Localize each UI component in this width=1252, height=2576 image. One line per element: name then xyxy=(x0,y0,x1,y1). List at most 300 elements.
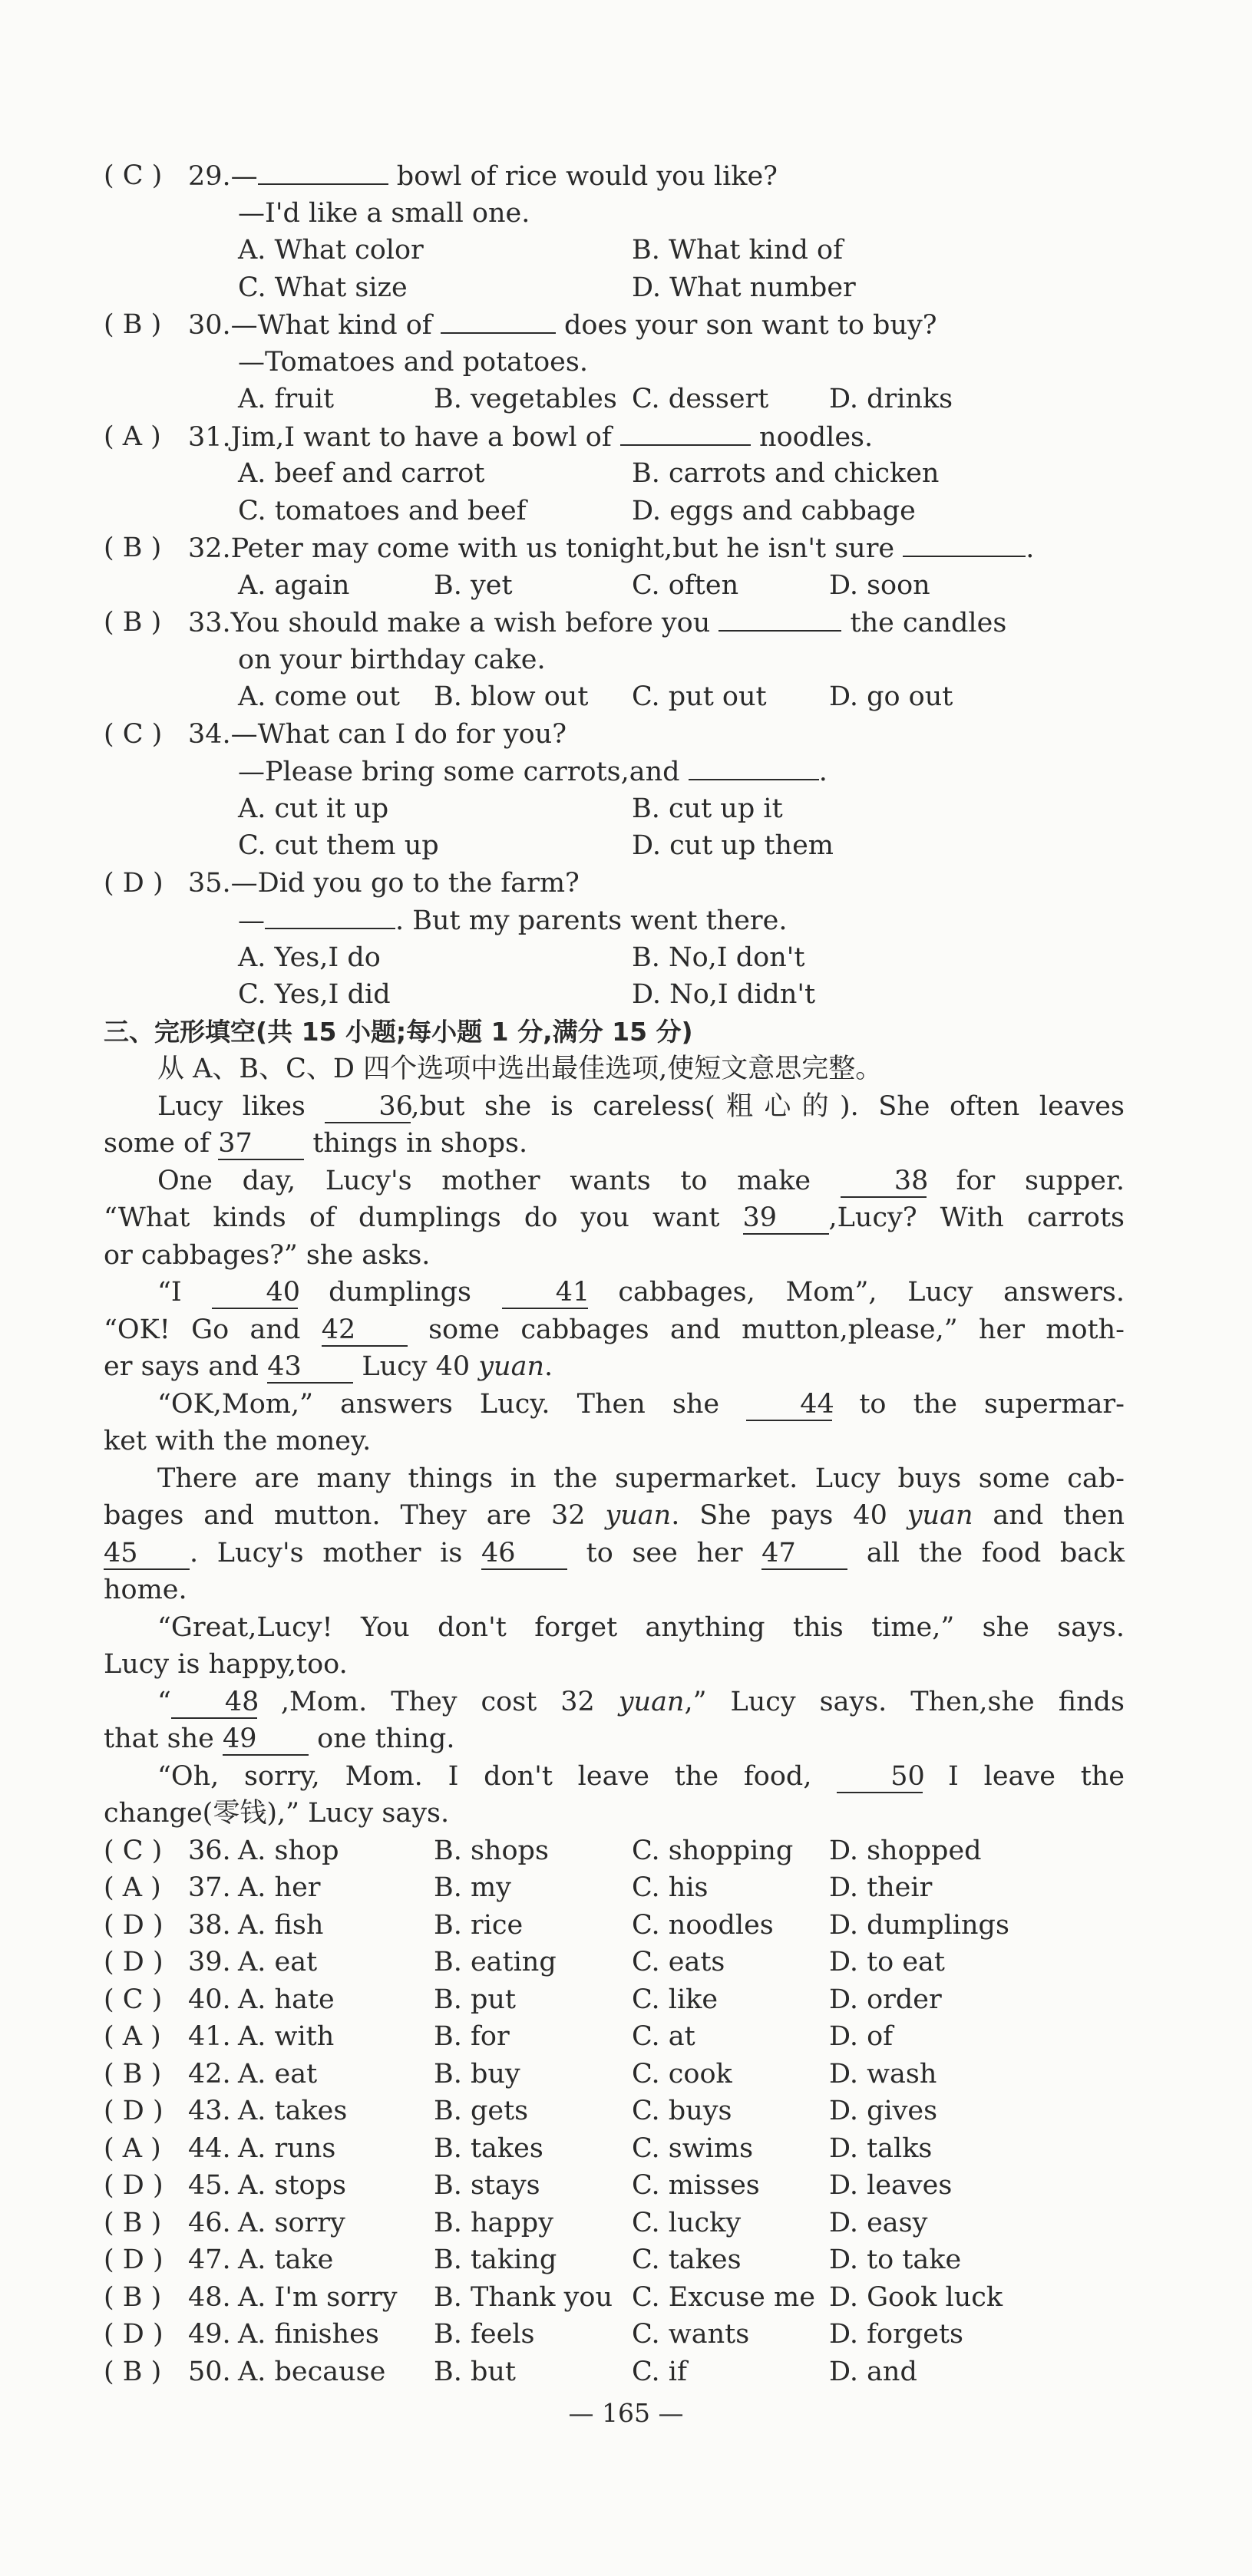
text-line xyxy=(104,195,1125,233)
answer-key: ( D ) xyxy=(104,1909,164,1941)
option: C. What size xyxy=(238,272,408,303)
option: C. takes xyxy=(632,2245,742,2275)
answer-key: ( A ) xyxy=(104,2021,161,2052)
passage-text: One day, Lucy's mother wants to make xyxy=(157,1165,841,1196)
question-number: 40. xyxy=(188,1984,231,2015)
option: A. eat xyxy=(238,1947,318,1977)
passage-text: There are many things in the supermarket. Lucy buys some cab- xyxy=(157,1463,1125,1494)
option: B. cut up it xyxy=(632,793,783,824)
option: A. eat xyxy=(238,2058,318,2089)
stem-text: You should make a wish before you xyxy=(230,608,719,638)
passage-line xyxy=(104,1348,1125,1386)
text-line xyxy=(104,1609,1125,1647)
option: B. takes xyxy=(434,2132,543,2164)
question-number: 44. xyxy=(188,2132,231,2164)
numbered-blank: 39 xyxy=(743,1202,829,1235)
option: D. leaves xyxy=(829,2170,953,2201)
text-line xyxy=(104,642,1125,679)
option: A. I'm sorry xyxy=(238,2281,398,2313)
option: D. their xyxy=(829,1872,933,1903)
option: D. cut up them xyxy=(632,830,834,861)
passage-text: ,but she is careless(粗心的). She often leaves xyxy=(411,1090,1125,1122)
option: A. come out xyxy=(238,681,400,712)
passage-text: ,Lucy? With carrots xyxy=(828,1202,1125,1233)
text-line xyxy=(104,1684,1125,1721)
passage-text: some of xyxy=(104,1128,219,1159)
text-line xyxy=(104,790,1125,828)
text-line xyxy=(104,1014,1125,1051)
passage-text: Lucy 40 xyxy=(353,1351,479,1382)
option: C. lucky xyxy=(632,2207,742,2238)
cloze-option-row xyxy=(104,2241,1125,2279)
text-line xyxy=(104,455,1125,493)
answer-key: ( B ) xyxy=(104,533,162,563)
passage-text: cabbages, Mom”, Lucy answers. xyxy=(587,1277,1125,1308)
passage-text: . She pays 40 xyxy=(671,1500,907,1531)
cloze-option-row xyxy=(104,1832,1125,1870)
question-stem xyxy=(188,604,1006,642)
option: A. fish xyxy=(238,1909,324,1941)
text-line xyxy=(104,1758,1125,1796)
numbered-blank: 47 xyxy=(761,1538,847,1570)
passage-text: “I xyxy=(157,1277,213,1308)
answer-key: ( C ) xyxy=(104,1835,163,1866)
option: C. cut them up xyxy=(238,830,439,861)
question-stem xyxy=(188,157,778,196)
question-number: 50. xyxy=(188,2356,231,2387)
numbered-blank: 41 xyxy=(502,1277,588,1309)
cloze-option-row xyxy=(104,1944,1125,1981)
stem-text: . xyxy=(1026,533,1035,564)
passage-text: bages and mutton. They are 32 xyxy=(104,1500,606,1531)
passage-text: ket with the money. xyxy=(104,1426,372,1456)
option: B. blow out xyxy=(434,681,589,712)
passage-line xyxy=(104,1720,1125,1758)
numbered-blank: 50 xyxy=(837,1761,923,1793)
option: B. What kind of xyxy=(632,235,844,266)
passage-text: and then xyxy=(973,1500,1125,1531)
text-line xyxy=(104,1423,1125,1460)
answer-blank xyxy=(689,753,819,780)
passage-text: to the supermar- xyxy=(832,1388,1125,1420)
numbered-blank: 43 xyxy=(267,1351,353,1384)
passage-text: I leave the xyxy=(923,1760,1125,1792)
option: B. for xyxy=(434,2021,510,2052)
passage-line xyxy=(104,1572,1125,1609)
question-number: 35. xyxy=(188,867,231,899)
passage-text: or cabbages?” she asks. xyxy=(104,1239,431,1271)
text-line xyxy=(104,1535,1125,1572)
cloze-option-row xyxy=(104,1907,1125,1944)
question-number: 32. xyxy=(188,533,231,564)
numbered-blank: 44 xyxy=(746,1389,832,1421)
option: C. wants xyxy=(632,2319,750,2350)
question-stem xyxy=(188,529,1034,568)
stem-text: the candles xyxy=(841,608,1007,638)
text-line xyxy=(104,1088,1125,1126)
option: B. stays xyxy=(434,2170,540,2201)
text-line xyxy=(104,1163,1125,1200)
stem-text: — xyxy=(238,905,265,936)
option: A. stops xyxy=(238,2170,346,2201)
question-number: 34. xyxy=(188,718,231,750)
answer-key: ( C ) xyxy=(104,718,163,750)
question-stem xyxy=(188,865,580,902)
question-continuation: on your birthday cake. xyxy=(238,644,546,675)
cloze-option-row xyxy=(104,2279,1125,2317)
numbered-blank: 46 xyxy=(481,1538,567,1570)
passage-line xyxy=(104,1684,1125,1721)
passage-text: ,” Lucy says. Then,she finds xyxy=(684,1686,1125,1717)
text-line xyxy=(104,1497,1125,1535)
page-content xyxy=(104,157,1125,2390)
option: B. yet xyxy=(434,569,513,601)
option: D. talks xyxy=(829,2132,933,2164)
answer-key: ( A ) xyxy=(104,2132,161,2164)
option: C. if xyxy=(632,2356,687,2387)
option: D. and xyxy=(829,2356,917,2387)
stem-text: —Did you go to the farm? xyxy=(230,867,580,899)
passage-text: ,Mom. They cost 32 xyxy=(256,1686,619,1717)
answer-blank xyxy=(258,157,388,185)
option: A. runs xyxy=(238,2132,336,2164)
option: A. Yes,I do xyxy=(238,942,381,973)
passage-text: Lucy likes xyxy=(157,1090,325,1122)
text-line xyxy=(104,1348,1125,1386)
option: C. his xyxy=(632,1872,709,1903)
option: B. taking xyxy=(434,2245,557,2275)
passage-text: all the food back xyxy=(847,1537,1125,1568)
text-line xyxy=(104,939,1125,977)
option: C. eats xyxy=(632,1947,725,1977)
answer-blank xyxy=(718,604,841,632)
page-number: — 165 — xyxy=(568,2398,684,2428)
passage-text: one thing. xyxy=(309,1723,455,1754)
cloze-option-row xyxy=(104,2353,1125,2391)
option: C. Yes,I did xyxy=(238,979,391,1010)
stem-text: Jim,I want to have a bowl of xyxy=(230,421,620,453)
question-continuation xyxy=(238,753,828,791)
cloze-option-row xyxy=(104,2205,1125,2242)
option: D. No,I didn't xyxy=(632,979,816,1010)
text-line xyxy=(104,1311,1125,1349)
question-number: 48. xyxy=(188,2281,231,2313)
option: C. tomatoes and beef xyxy=(238,495,527,526)
answer-key: ( B ) xyxy=(104,2281,162,2313)
question-number: 45. xyxy=(188,2170,231,2201)
answer-key: ( B ) xyxy=(104,2058,162,2089)
passage-line xyxy=(104,1311,1125,1349)
passage-text: to see her xyxy=(567,1537,762,1568)
passage-text: “Oh, sorry, Mom. I don't leave the food, xyxy=(157,1760,837,1792)
answer-key: ( C ) xyxy=(104,1984,163,2015)
option: D. order xyxy=(829,1984,942,2015)
stem-text: does your son want to buy? xyxy=(555,310,937,341)
answer-key: ( A ) xyxy=(104,1872,161,1903)
option: A. finishes xyxy=(238,2319,379,2350)
stem-text: noodles. xyxy=(750,421,874,453)
passage-line xyxy=(104,1795,1125,1832)
answer-blank xyxy=(441,306,556,334)
option: B. gets xyxy=(434,2096,529,2126)
text-line xyxy=(104,232,1125,269)
option: D. soon xyxy=(829,569,930,601)
question-number: 33. xyxy=(188,608,231,638)
cloze-option-row xyxy=(104,1981,1125,2019)
passage-text: some cabbages and mutton,please,” her moth- xyxy=(407,1314,1125,1345)
passage-line xyxy=(104,1274,1125,1311)
question-number: 47. xyxy=(188,2245,231,2275)
option: D. wash xyxy=(829,2058,937,2089)
text-line xyxy=(104,865,1125,902)
option: B. No,I don't xyxy=(632,942,805,973)
passage-line xyxy=(104,1609,1125,1647)
passage-text: change(零钱),” Lucy says. xyxy=(104,1798,450,1829)
option: D. to take xyxy=(829,2245,962,2275)
question-stem xyxy=(188,716,567,754)
option: B. buy xyxy=(434,2058,520,2089)
answer-key: ( B ) xyxy=(104,309,162,340)
passage-line xyxy=(104,1237,1125,1275)
numbered-blank: 48 xyxy=(171,1687,257,1719)
passage-line xyxy=(104,1535,1125,1572)
option: C. put out xyxy=(632,681,767,712)
text-line xyxy=(104,157,1125,195)
option: D. gives xyxy=(829,2096,938,2126)
option: A. hate xyxy=(238,1984,335,2015)
option: B. put xyxy=(434,1984,516,2015)
answer-key: ( B ) xyxy=(104,607,162,638)
text-line xyxy=(104,567,1125,605)
stem-text: Peter may come with us tonight,but he isn't sure xyxy=(230,533,903,564)
text-line xyxy=(104,418,1125,456)
cloze-option-row xyxy=(104,2316,1125,2353)
question-number: 30. xyxy=(188,310,231,341)
option: A. sorry xyxy=(238,2207,345,2238)
passage-text: things in shops. xyxy=(304,1128,528,1159)
option: A. take xyxy=(238,2245,334,2275)
italic-word: yuan xyxy=(605,1500,672,1531)
question-number: 31. xyxy=(188,421,231,453)
text-line xyxy=(104,1646,1125,1684)
passage-line xyxy=(104,1386,1125,1423)
option: B. eating xyxy=(434,1947,557,1977)
stem-text: — xyxy=(230,161,258,192)
question-number: 42. xyxy=(188,2058,231,2089)
option: C. misses xyxy=(632,2170,760,2201)
numbered-blank: 36 xyxy=(325,1091,411,1123)
option: C. noodles xyxy=(632,1909,774,1941)
option: C. swims xyxy=(632,2132,754,2164)
passage-line xyxy=(104,1199,1125,1237)
italic-word: yuan xyxy=(907,1500,973,1531)
text-line xyxy=(104,529,1125,567)
option: B. vegetables xyxy=(434,384,617,414)
numbered-blank: 45 xyxy=(104,1538,190,1570)
text-line xyxy=(104,604,1125,642)
text-line xyxy=(104,716,1125,754)
passage-line xyxy=(104,1460,1125,1498)
passage-text: “ xyxy=(157,1686,171,1717)
stem-text: —What can I do for you? xyxy=(230,718,567,750)
passage-line xyxy=(104,1088,1125,1126)
text-line xyxy=(104,1274,1125,1311)
option: B. feels xyxy=(434,2319,535,2350)
option: C. cook xyxy=(632,2058,732,2089)
option: C. often xyxy=(632,569,739,601)
passage-text: “Great,Lucy! You don't forget anything this time,” she says. xyxy=(157,1611,1125,1643)
text-line xyxy=(104,902,1125,939)
text-line xyxy=(104,1720,1125,1758)
numbered-blank: 37 xyxy=(218,1128,304,1160)
answer-key: ( D ) xyxy=(104,2319,164,2350)
option: C. dessert xyxy=(632,384,769,414)
passage-line xyxy=(104,1758,1125,1796)
text-line xyxy=(104,1460,1125,1498)
passage-text: er says and xyxy=(104,1351,268,1382)
option: D. Gook luck xyxy=(829,2281,1003,2313)
passage-text: that she xyxy=(104,1723,223,1754)
answer-blank xyxy=(620,418,751,446)
passage-line xyxy=(104,1497,1125,1535)
cloze-option-row xyxy=(104,2018,1125,2056)
option: B. shops xyxy=(434,1835,549,1866)
answer-key: ( C ) xyxy=(104,160,163,191)
text-line xyxy=(104,1795,1125,1832)
cloze-option-row xyxy=(104,1869,1125,1907)
numbered-blank: 40 xyxy=(212,1277,298,1309)
answer-key: ( A ) xyxy=(104,421,161,452)
text-line xyxy=(104,753,1125,790)
answer-key: ( D ) xyxy=(104,867,164,899)
option: D. What number xyxy=(632,272,856,303)
option: A. again xyxy=(238,569,350,601)
text-line xyxy=(104,306,1125,344)
stem-text: —What kind of xyxy=(230,310,441,341)
text-line xyxy=(104,381,1125,418)
answer-blank xyxy=(265,902,395,929)
text-line xyxy=(104,1386,1125,1423)
italic-word: yuan xyxy=(478,1351,545,1382)
question-number: 39. xyxy=(188,1947,231,1977)
numbered-blank: 38 xyxy=(841,1166,927,1198)
stem-text: . But my parents went there. xyxy=(395,905,788,936)
question-stem xyxy=(188,418,873,457)
passage-text: . Lucy's mother is xyxy=(190,1537,481,1568)
passage-text: . xyxy=(544,1351,553,1382)
answer-key: ( D ) xyxy=(104,2170,164,2201)
option: A. fruit xyxy=(238,384,335,414)
option: A. with xyxy=(238,2021,335,2052)
option: D. shopped xyxy=(829,1835,982,1866)
option: C. buys xyxy=(632,2096,732,2126)
stem-text: —Please bring some carrots,and xyxy=(238,757,689,787)
option: C. shopping xyxy=(632,1835,794,1866)
cloze-option-row xyxy=(104,2130,1125,2168)
stem-text: . xyxy=(818,757,828,787)
option: A. takes xyxy=(238,2096,348,2126)
text-line xyxy=(104,1237,1125,1275)
option: D. dumplings xyxy=(829,1909,1009,1941)
option: A. cut it up xyxy=(238,793,389,824)
text-line xyxy=(104,493,1125,530)
text-line xyxy=(104,1199,1125,1237)
question-number: 36. xyxy=(188,1835,231,1866)
passage-text: home. xyxy=(104,1575,187,1605)
section-heading: 三、完形填空(共 15 小题;每小题 1 分,满分 15 分) xyxy=(104,1016,693,1047)
passage-text: “OK,Mom,” answers Lucy. Then she xyxy=(157,1388,747,1420)
text-line xyxy=(104,1572,1125,1609)
option: A. shop xyxy=(238,1835,339,1866)
option: B. my xyxy=(434,1872,511,1903)
option: D. forgets xyxy=(829,2319,963,2350)
passage-text: “OK! Go and xyxy=(104,1314,322,1345)
option: A. her xyxy=(238,1872,321,1903)
cloze-option-row xyxy=(104,2093,1125,2130)
answer-key: ( D ) xyxy=(104,2245,164,2275)
cloze-option-row xyxy=(104,2167,1125,2205)
question-number: 43. xyxy=(188,2096,231,2126)
passage-line xyxy=(104,1423,1125,1460)
option: D. go out xyxy=(829,681,953,712)
question-number: 38. xyxy=(188,1909,231,1941)
passage-line xyxy=(104,1125,1125,1163)
answer-key: ( B ) xyxy=(104,2356,162,2387)
passage-text: for supper. xyxy=(926,1165,1125,1196)
italic-word: yuan xyxy=(618,1686,685,1717)
option: C. like xyxy=(632,1984,718,2015)
numbered-blank: 49 xyxy=(223,1723,309,1756)
passage-text: dumplings xyxy=(298,1277,502,1308)
section-instruction: 从 A、B、C、D 四个选项中选出最佳选项,使短文意思完整。 xyxy=(157,1054,883,1084)
text-line xyxy=(104,678,1125,716)
numbered-blank: 42 xyxy=(322,1314,408,1347)
question-continuation: —I'd like a small one. xyxy=(238,197,530,229)
option: D. drinks xyxy=(829,384,953,414)
option: B. but xyxy=(434,2356,516,2387)
question-continuation xyxy=(238,902,788,940)
text-line xyxy=(104,827,1125,865)
option: B. carrots and chicken xyxy=(632,458,940,489)
option: B. rice xyxy=(434,1909,524,1941)
text-line xyxy=(104,269,1125,307)
text-line xyxy=(104,1125,1125,1163)
answer-key: ( D ) xyxy=(104,1947,164,1977)
passage-line xyxy=(104,1163,1125,1200)
answer-key: ( D ) xyxy=(104,2096,164,2126)
question-stem xyxy=(188,306,937,345)
option: B. Thank you xyxy=(434,2281,613,2313)
passage-text: Lucy is happy,too. xyxy=(104,1649,348,1680)
question-number: 29. xyxy=(188,161,231,192)
option: C. at xyxy=(632,2021,695,2052)
option: D. to eat xyxy=(829,1947,945,1977)
text-line xyxy=(104,344,1125,381)
passage-line xyxy=(104,1646,1125,1684)
option: D. of xyxy=(829,2021,894,2052)
passage-text: “What kinds of dumplings do you want xyxy=(104,1202,743,1233)
answer-blank xyxy=(903,529,1026,557)
option: A. What color xyxy=(238,235,424,266)
question-continuation: —Tomatoes and potatoes. xyxy=(238,346,588,378)
answer-key: ( B ) xyxy=(104,2207,162,2238)
text-line xyxy=(104,976,1125,1014)
option: A. beef and carrot xyxy=(238,458,485,489)
option: B. happy xyxy=(434,2207,553,2238)
question-number: 46. xyxy=(188,2207,231,2238)
question-number: 37. xyxy=(188,1872,231,1903)
option: A. because xyxy=(238,2356,386,2387)
